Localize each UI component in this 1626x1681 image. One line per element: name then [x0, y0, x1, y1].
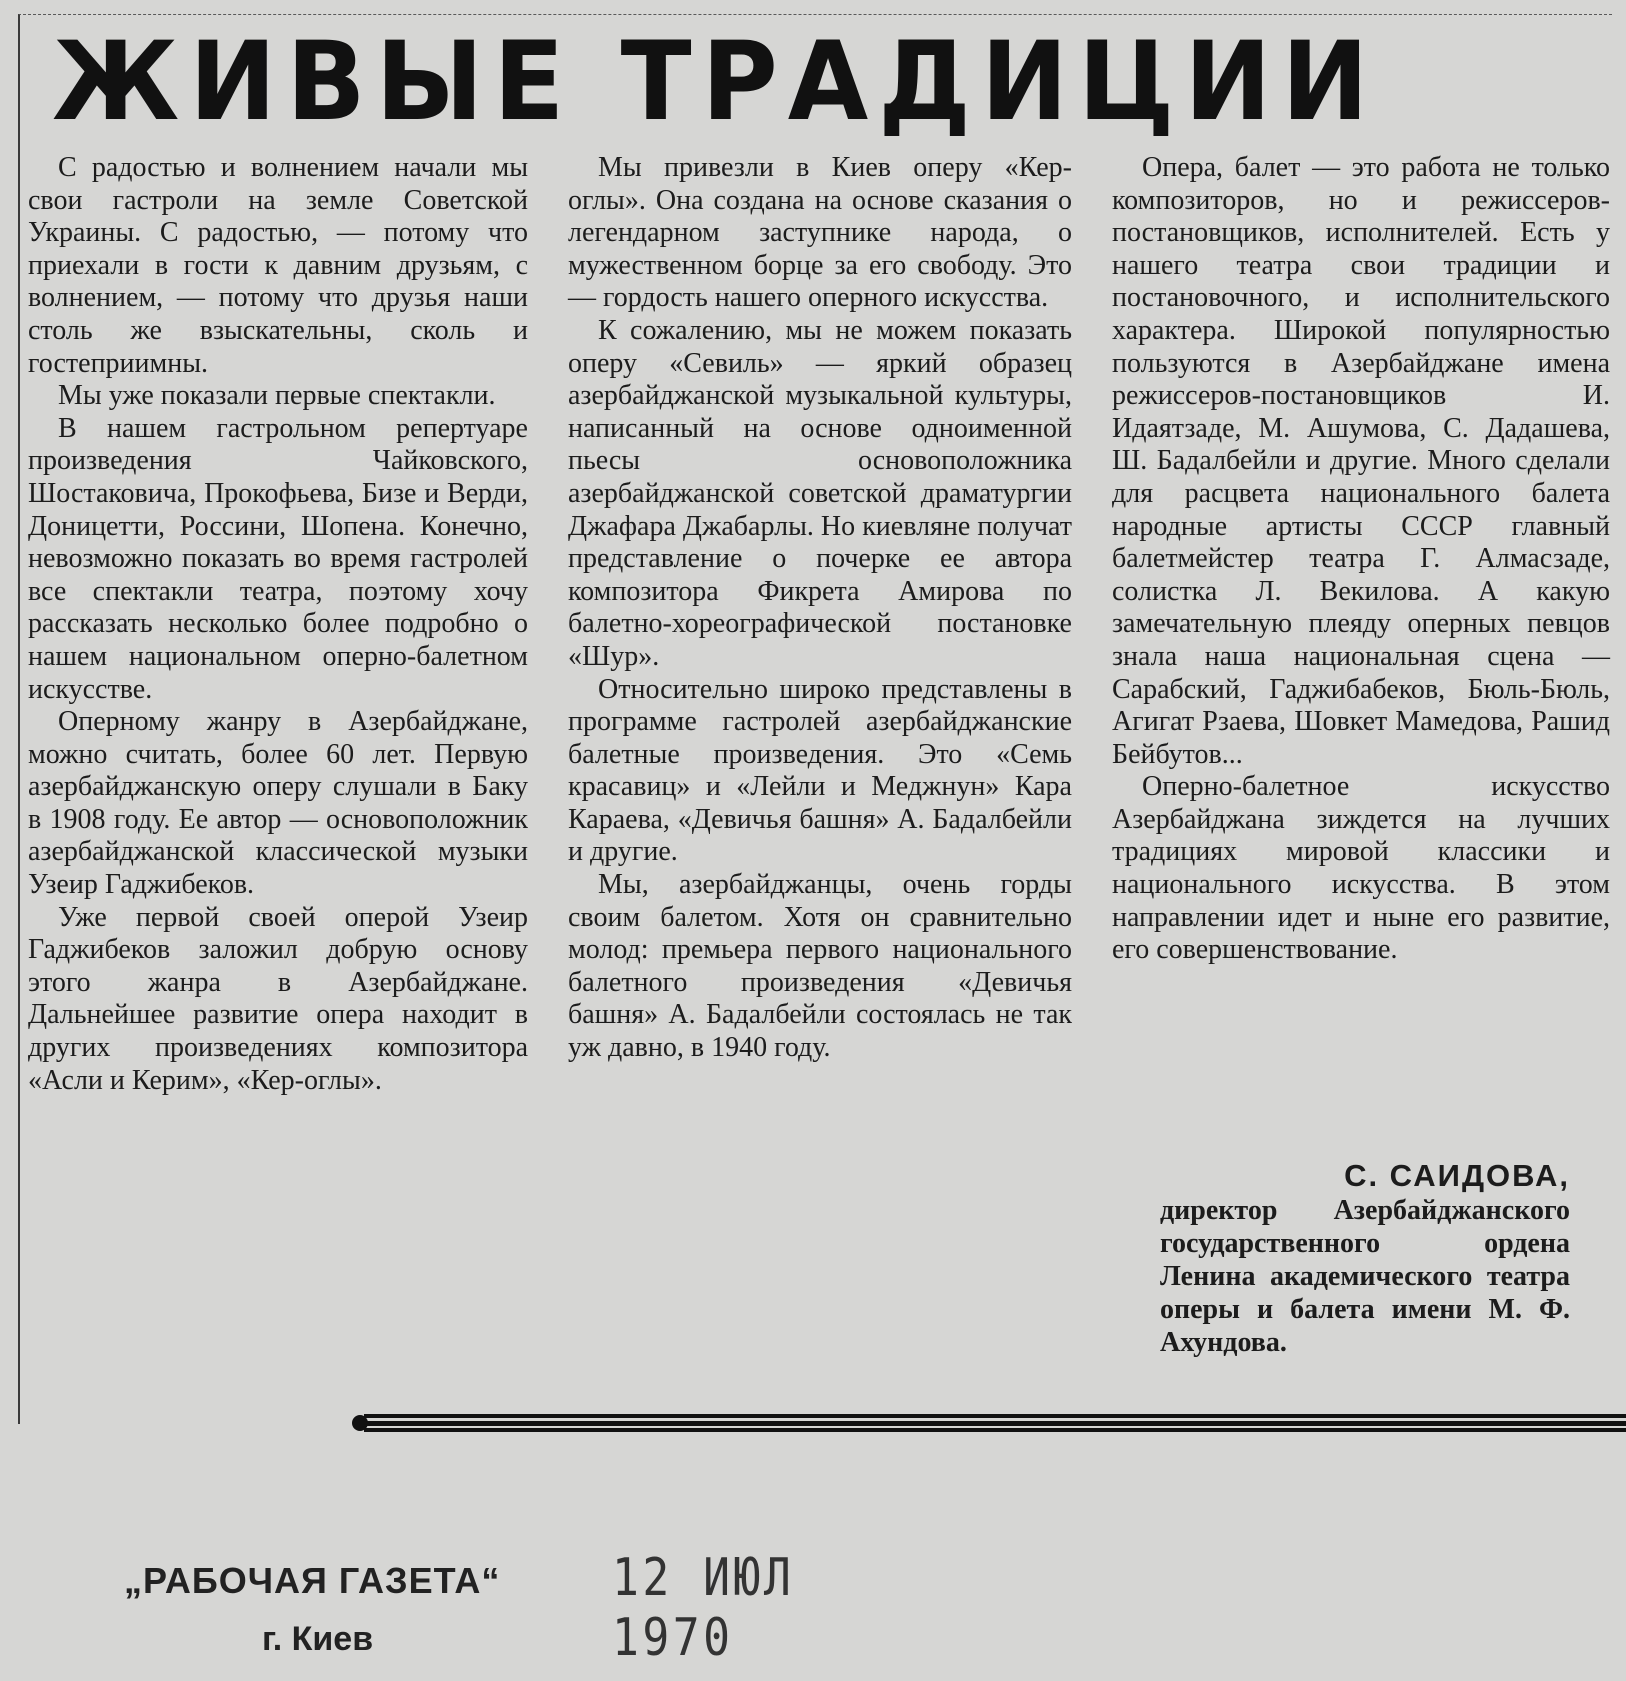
- paragraph: Оперному жанру в Азербайджане, можно считать, более 60 лет. Первую азербайджанскую оперу слушали в Баку в 1908 году. Ее автор — основоположник азербайджанской классической музыки Узеир Гаджибеков.: [28, 706, 528, 901]
- paragraph: Относительно широко представлены в программе гастролей азербайджанские балетные произведения. Это «Семь красавиц» и «Лейли и Меджнун» Кара Караева, «Девичья башня» А. Бадалбейли и другие.: [568, 673, 1072, 868]
- end-rule-divider: [352, 1412, 1626, 1432]
- stamp-city: г. Киев: [262, 1620, 374, 1658]
- paragraph: К сожалению, мы не можем показать оперу «Севиль» — яркий образец азербайджанской музыкальной культуры, написанный на основе одноименной пьесы основоположника азербайджанской советской драматургии Джафара Джабарлы. Но киевляне получат представление о почерке ее автора композитора Фикрета Амирова по балетно-хореографической постановке «Шур».: [568, 314, 1072, 672]
- article-column-2: [568, 152, 1072, 1065]
- paragraph: С радостью и волнением начали мы свои гастроли на земле Советской Украины. С радостью, — потому что приехали в гости к давним друзьям, с волнением, — потому что друзья наши столь же взыскательны, сколь и гостеприимны.: [28, 152, 528, 379]
- article-headline: ЖИВЫЕ ТРАДИЦИИ: [52, 16, 1379, 146]
- paragraph: Мы, азербайджанцы, очень горды своим балетом. Хотя он сравнительно молод: премьера первого национального балетного произведения «Девичья башня» А. Бадалбейли состоялась не так уж давно, в 1940 году.: [568, 869, 1072, 1064]
- rule-line: [364, 1421, 1626, 1426]
- paragraph: Уже первой своей оперой Узеир Гаджибеков заложил добрую основу этого жанра в Азербайджане. Дальнейшее развитие опера находит в других произведениях композитора «Асли и Керим», «Кер-оглы».: [28, 901, 528, 1096]
- stamp-newspaper-name: „РАБОЧАЯ ГАЗЕТА“: [124, 1560, 501, 1601]
- article-column-3: [1112, 152, 1610, 967]
- rule-line: [364, 1428, 1626, 1432]
- paragraph: В нашем гастрольном репертуаре произведения Чайковского, Шостаковича, Прокофьева, Бизе и Верди, Доницетти, Россини, Шопена. Конечно, невозможно показать во время гастролей все спектакли театра, поэтому хочу рассказать несколько более подробно о нашем национальном оперно-балетном искусстве.: [28, 412, 528, 705]
- author-name: С. САИДОВА,: [1344, 1158, 1570, 1193]
- paragraph: Опера, балет — это работа не только композиторов, но и режиссеров-постановщиков, исполнителей. Есть у нашего театра свои традиции и постановочного, и исполнительского характера. Широкой популярностью пользуются в Азербайджане имена режиссеров-постановщиков И. Идаятзаде, М. Ашумова, С. Дадашева, Ш. Бадалбейли и другие. Много сделали для расцвета национального балета народные артисты СССР главный балетмейстер театра Г. Алмасзаде, солистка Л. Векилова. А какую замечательную плеяду оперных певцов знала наша национальная сцена — Сарабский, Гаджибабеков, Бюль-Бюль, Агигат Рзаева, Шовкет Мамедова, Рашид Бейбутов...: [1112, 152, 1610, 770]
- paragraph: Мы уже показали первые спектакли.: [58, 380, 496, 412]
- article-column-1: [28, 152, 528, 1097]
- author-signature: [1160, 1158, 1570, 1359]
- paragraph: Мы привезли в Киев оперу «Кер-оглы». Она создана на основе сказания о легендарном заступнике народа, о мужественном борце за его свободу. Это — гордость нашего оперного искусства.: [568, 152, 1072, 314]
- stamp-date: 12 ИЮЛ 1970: [612, 1548, 795, 1668]
- author-title: директор Азербайджанского государственного ордена Ленина академического театра оперы и балета имени М. Ф. Ахундова.: [1160, 1195, 1570, 1358]
- rule-line: [364, 1414, 1626, 1418]
- paragraph: Оперно-балетное искусство Азербайджана зиждется на лучших традициях мировой классики и национального искусства. В этом направлении идет и ныне его развитие, его совершенствование.: [1112, 771, 1610, 966]
